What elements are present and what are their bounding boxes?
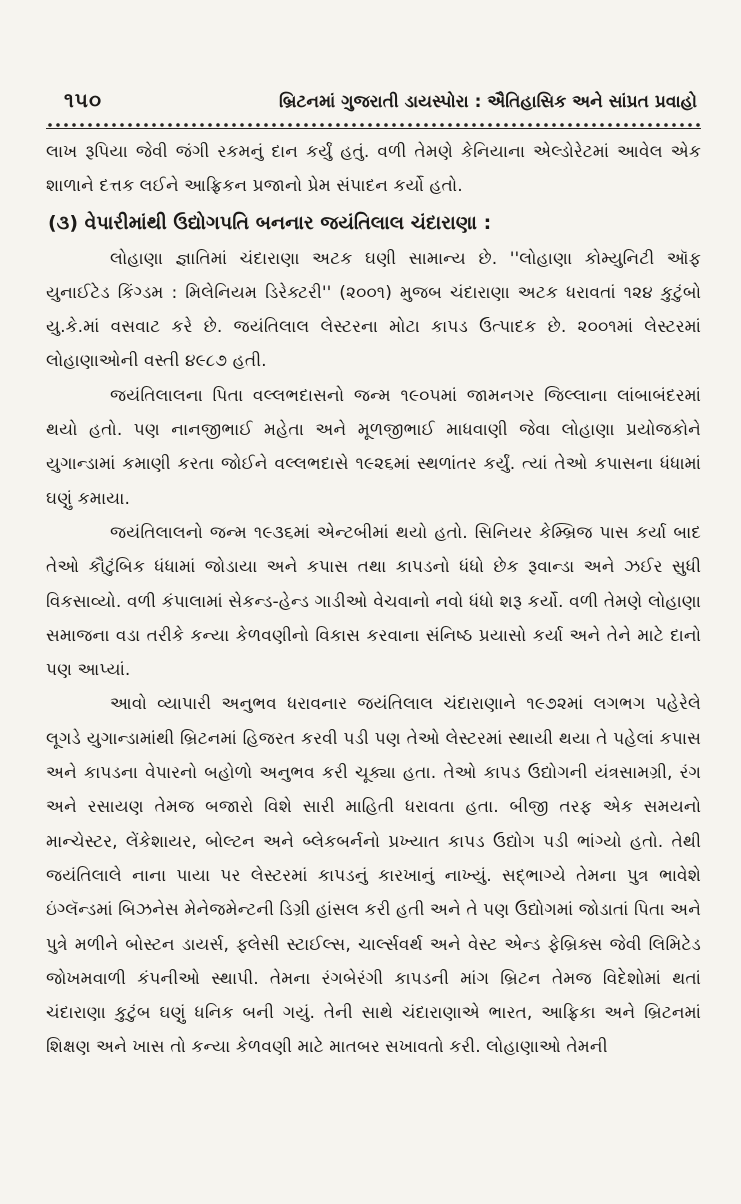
paragraph-2: જયંતિલાલના પિતા વલ્લભદાસનો જન્મ ૧૯૦૫માં જામનગર જિલ્લાના લાંબાબંદરમાં થયો હતો. પણ નાનજીભાઈ મહેતા અને મૂળજીભાઈ માધવાણી જેવા લોહાણા પ્રયોજકોને યુગાન્ડામાં કમાણી કરતા જોઈને વલ્લભદાસે ૧૯૨૬માં સ્થળાંતર કર્યું. ત્યાં તેઓ કપાસના ધંધામાં ઘણું કમાયા. xyxy=(46,385,701,509)
running-title: બ્રિટનમાં ગુજરાતી ડાયસ્પોરા : ઐતિહાસિક અને સાંપ્રત પ્રવાહો xyxy=(279,92,697,112)
paragraph-continuation: લાખ રૂપિયા જેવી જંગી રકમનું દાન કર્યું હતું. વળી તેમણે કેનિયાના એલ્ડોરેટમાં આવેલ એક શાળાને દત્તક લઈને આફ્રિકન પ્રજાનો પ્રેમ સંપાદન કર્યો હતો. xyxy=(46,142,701,197)
header-rule xyxy=(46,120,701,129)
section-heading: (૩) વેપારીમાંથી ઉદ્યોગપતિ બનનાર જયંતિલાલ ચંદારાણા : xyxy=(48,211,492,234)
paragraph-1: લોહાણા જ્ઞાતિમાં ચંદારાણા અટક ઘણી સામાન્ય છે. ''લોહાણા કોમ્યુનિટી ઑફ યુનાઈટેડ કિંગ્ડમ : મિલેનિયમ ડિરેક્ટરી'' (૨૦૦૧) મુજબ ચંદારાણા અટક ધરાવતાં ૧૨૪ કુટુંબો યુ.કે.માં વસવાટ કરે છે. જયંતિલાલ લેસ્ટરના મોટા કાપડ ઉત્પાદક છે. ૨૦૦૧માં લેસ્ટરમાં લોહાણાઓની વસ્તી ૪૯૮૭ હતી. xyxy=(46,248,701,372)
paragraph-4: આવો વ્યાપારી અનુભવ ધરાવનાર જયંતિલાલ ચંદારાણાને ૧૯૭૨માં લગભગ પહેરેલે લૂગડે યુગાન્ડામાંથી બ્રિટનમાં હિજરત કરવી પડી પણ તેઓ લેસ્ટરમાં સ્થાયી થયા તે પહેલાં કપાસ અને કાપડના વેપારનો બહોળો અનુભવ કરી ચૂક્યા હતા. તેઓ કાપડ ઉદ્યોગની યંત્રસામગ્રી, રંગ અને રસાયણ તેમજ બજારો વિશે સારી માહિતી ધરાવતા હતા. બીજી તરફ એક સમયનો માન્ચેસ્ટર, લેંકેશાયર, બોલ્ટન અને બ્લેકબર્નનો પ્રખ્યાત કાપડ ઉદ્યોગ પડી ભાંગ્યો હતો. તેથી જયંતિલાલે નાના પાયા પર લેસ્ટરમાં કાપડનું કારખાનું નાખ્યું. સદ્ભાગ્યે તેમના પુત્ર ભાવેશે ઇંગ્લૅન્ડમાં બિઝનેસ મેનેજમેન્ટની ડિગ્રી હાંસલ કરી હતી અને તે પણ ઉદ્યોગમાં જોડાતાં પિતા અને પુત્રે મળીને બોસ્ટન ડાયર્સ, ફ્લેસી સ્ટાઈલ્સ, ચાર્લ્સવર્થ અને વેસ્ટ એન્ડ ફેબ્રિક્સ જેવી લિમિટેડ જોખમવાળી કંપનીઓ સ્થાપી. તેમના રંગબેરંગી કાપડની માંગ બ્રિટન તેમજ વિદેશોમાં થતાં ચંદારાણા કુટુંબ ઘણું ધનિક બની ગયું. તેની સાથે ચંદારાણાએ ભારત, આફ્રિકા અને બ્રિટનમાં શિક્ષણ અને ખાસ તો કન્યા કેળવણી માટે માતબર સખાવતો કરી. લોહાણાઓ તેમની xyxy=(46,694,702,1058)
running-header xyxy=(40,88,701,118)
page-body xyxy=(40,135,701,1065)
paragraph-3: જયંતિલાલનો જન્મ ૧૯૩૬માં એન્ટબીમાં થયો હતો. સિનિયર કેમ્બ્રિજ પાસ કર્યા બાદ તેઓ કૌટુંબિક ધંધામાં જોડાયા અને કપાસ તથા કાપડનો ધંધો છેક રૂવાન્ડા અને ઝઈર સુધી વિકસાવ્યો. વળી કંપાલામાં સેકન્ડ-હેન્ડ ગાડીઓ વેચવાનો નવો ધંધો શરૂ કર્યો. વળી તેમણે લોહાણા સમાજના વડા તરીકે કન્યા કેળવણીનો વિકાસ કરવાના સંનિષ્ઠ પ્રયાસો કર્યા અને તેને માટે દાનો પણ આપ્યાં. xyxy=(46,522,701,681)
page-number: ૧૫૦ xyxy=(64,88,102,112)
